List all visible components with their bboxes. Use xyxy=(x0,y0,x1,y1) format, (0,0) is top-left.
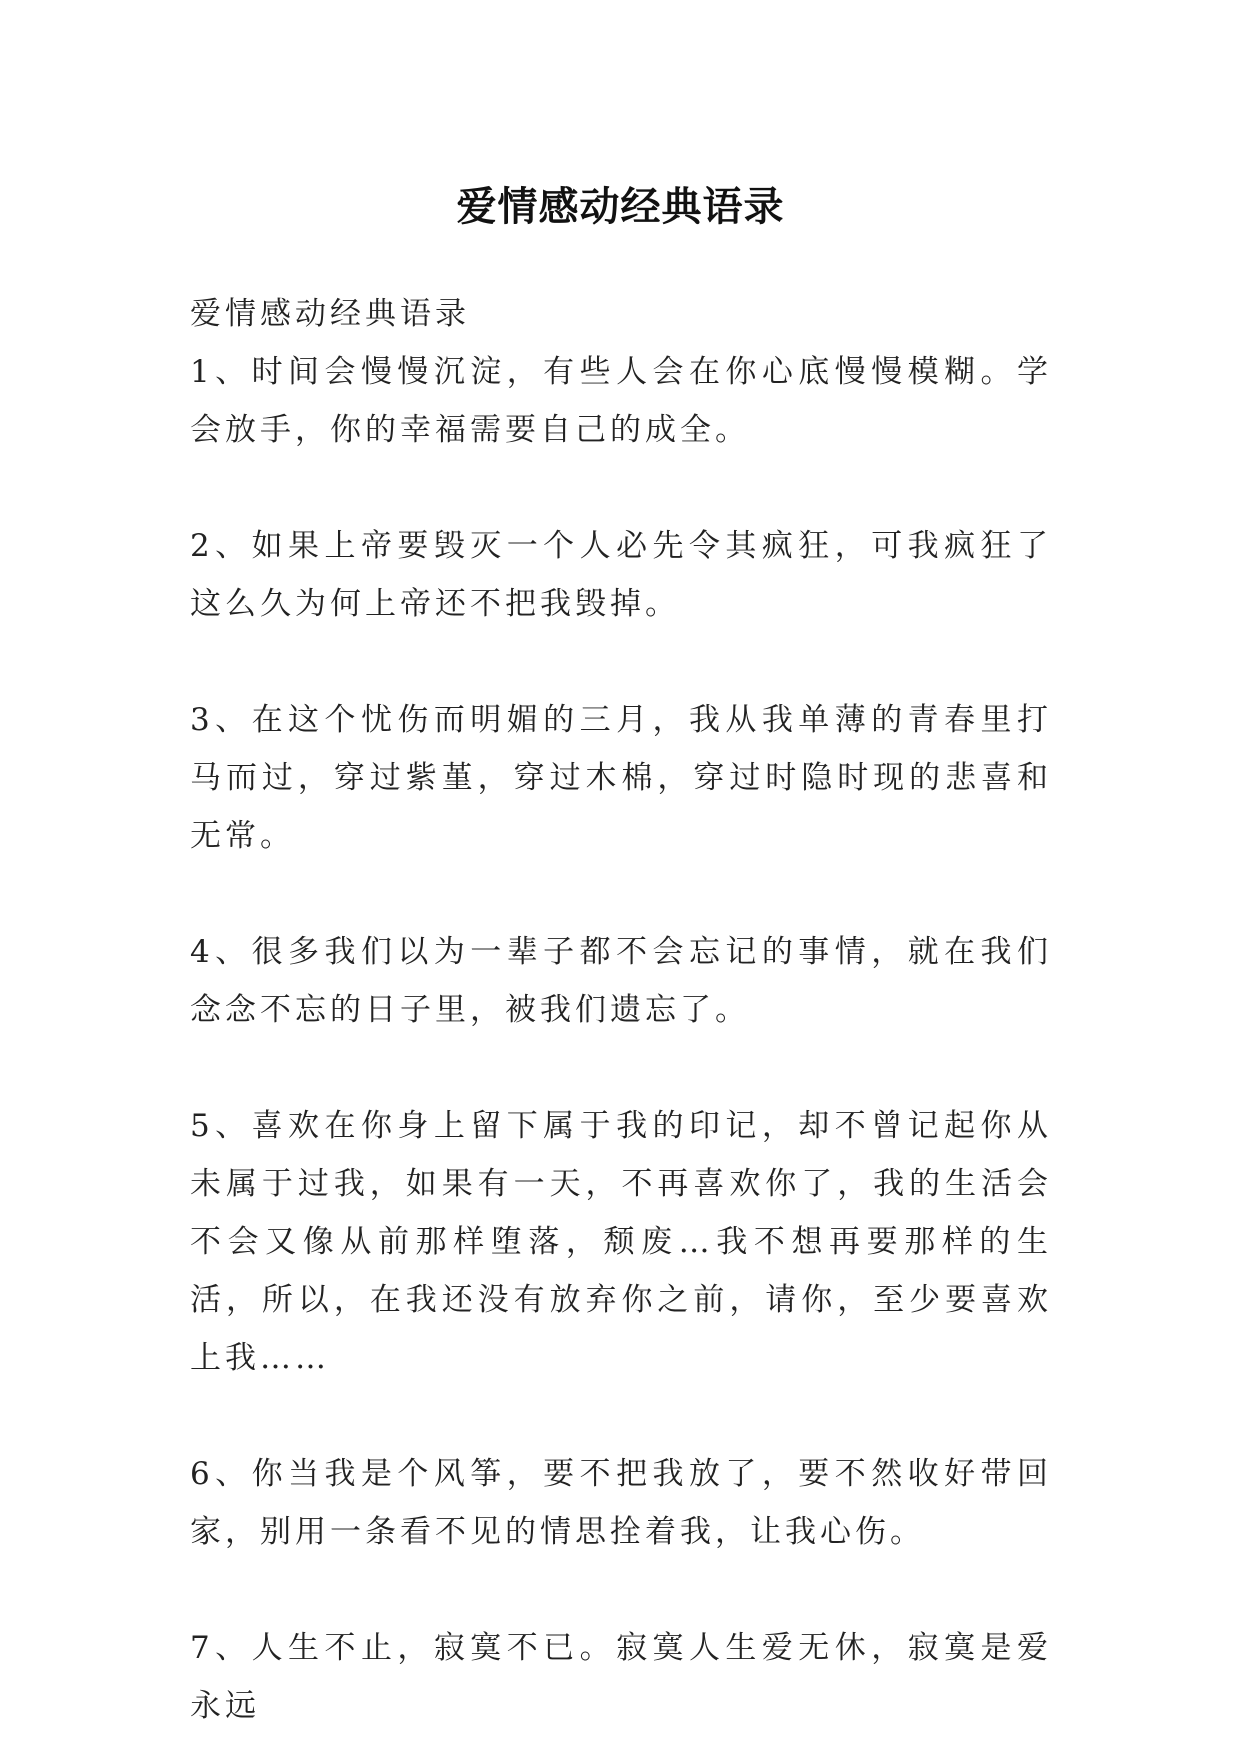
quote-item-7: 7、人生不止，寂寞不已。寂寞人生爱无休，寂寞是爱永远 xyxy=(190,1630,1052,1724)
quote-item-2: 2、如果上帝要毁灭一个人必先令其疯狂，可我疯狂了这么久为何上帝还不把我毁掉。 xyxy=(190,528,1052,622)
quote-item-6: 6、你当我是个风筝，要不把我放了，要不然收好带回家，别用一条看不见的情思拴着我，让我心伤。 xyxy=(190,1456,1052,1550)
quote-item-3: 3、在这个忧伤而明媚的三月，我从我单薄的青春里打马而过，穿过紫堇，穿过木棉，穿过时隐时现的悲喜和无常。 xyxy=(190,702,1052,854)
quote-item-4: 4、很多我们以为一辈子都不会忘记的事情，就在我们念念不忘的日子里，被我们遗忘了。 xyxy=(190,934,1052,1028)
document-subtitle: 爱情感动经典语录 xyxy=(190,296,470,332)
quote-item-5: 5、喜欢在你身上留下属于我的印记，却不曾记起你从未属于过我，如果有一天，不再喜欢你了，我的生活会不会又像从前那样堕落，颓废…我不想再要那样的生活，所以，在我还没有放弃你之前，请你，至少要喜欢上我…… xyxy=(190,1108,1052,1376)
quote-item-1: 1、时间会慢慢沉淀，有些人会在你心底慢慢模糊。学会放手，你的幸福需要自己的成全。 xyxy=(190,354,1052,448)
document-body xyxy=(190,285,1052,1735)
document-title: 爱情感动经典语录 xyxy=(456,183,785,230)
